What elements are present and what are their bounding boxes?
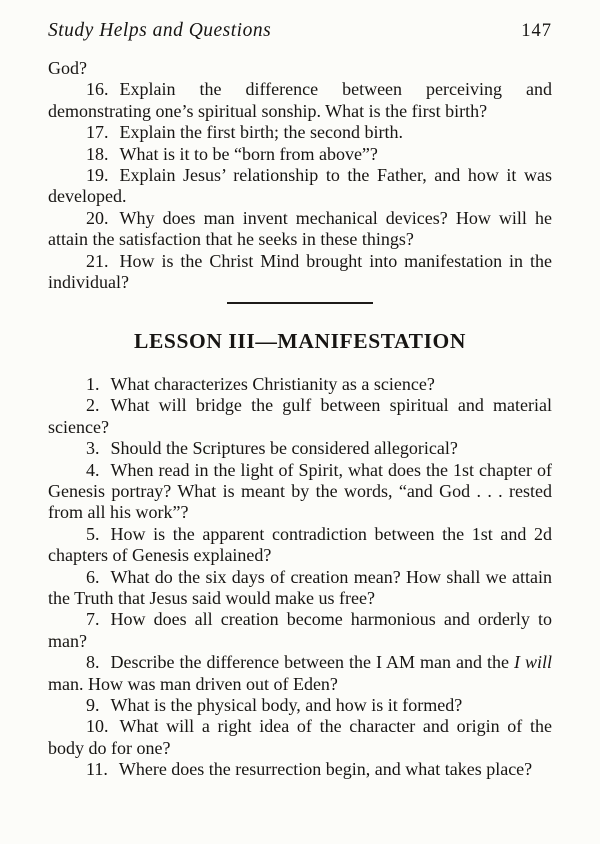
question-number: 19. [86, 165, 109, 186]
question-number: 10. [86, 716, 109, 737]
lesson-heading: LESSON III—MANIFESTATION [134, 329, 466, 354]
question-number: 7. [86, 609, 100, 630]
question-text: What will a right idea of the character and origin of the body do for one? [48, 716, 552, 758]
question-number: 6. [86, 566, 100, 587]
running-head-title: Study Helps and Questions [48, 20, 272, 41]
page-number: 147 [521, 21, 552, 41]
question-number: 18. [86, 143, 109, 164]
section-divider-rule [227, 302, 373, 304]
question-text-before: Describe the difference between the I AM man and the [110, 652, 514, 673]
question-21 [48, 251, 552, 294]
question-text: Explain the difference between perceiving and demonstrating one’s spiritual sonship. What is the first birth? [48, 79, 552, 121]
question-3 [48, 438, 552, 459]
question-text: How does all creation become harmonious and orderly to man? [48, 609, 552, 651]
question-19 [48, 165, 552, 208]
question-1 [48, 374, 552, 395]
question-text: Explain the first birth; the second birth. [119, 122, 403, 143]
question-text: Explain Jesus’ relationship to the Father, and how it was developed. [48, 165, 552, 207]
question-number: 16. [86, 79, 109, 100]
question-16 [48, 79, 552, 122]
question-17 [48, 122, 552, 143]
question-text: Why does man invent mechanical devices? How will he attain the satisfaction that he seeks in these things? [48, 207, 552, 250]
question-number: 17. [86, 122, 109, 143]
question-text: What is the physical body, and how is it formed? [110, 694, 463, 715]
question-number: 5. [86, 523, 100, 544]
question-text-after: man. How was man driven out of Eden? [48, 673, 338, 694]
question-18 [48, 144, 552, 165]
question-number: 1. [86, 373, 100, 394]
question-text: Where does the resurrection begin, and what takes place? [118, 759, 533, 780]
question-text: What characterizes Christianity as a science? [110, 373, 435, 394]
question-text: Should the Scriptures be considered allegorical? [110, 438, 458, 459]
question-9 [48, 695, 552, 716]
question-number: 8. [86, 652, 100, 673]
page-body [48, 58, 552, 781]
question-6 [48, 567, 552, 610]
question-8 [48, 652, 552, 695]
question-text-italic: I will [513, 652, 552, 673]
question-text: What do the six days of creation mean? How shall we attain the Truth that Jesus said would make us free? [48, 566, 552, 608]
question-4 [48, 460, 552, 524]
question-text: What will bridge the gulf between spiritual and material science? [48, 395, 552, 437]
question-text: When read in the light of Spirit, what does the 1st chapter of Genesis portray? What is meant by the words, “and God . . . rested from all his work”? [48, 459, 552, 523]
continuation-text: God? [48, 58, 87, 78]
question-5 [48, 524, 552, 567]
question-text: How is the Christ Mind brought into manifestation in the individual? [48, 250, 552, 293]
question-7 [48, 609, 552, 652]
question-2 [48, 395, 552, 438]
question-number: 21. [86, 250, 109, 271]
question-11 [48, 759, 552, 780]
question-number: 2. [86, 395, 100, 416]
running-head [48, 20, 552, 42]
question-text: How is the apparent contradiction between the 1st and 2d chapters of Genesis explained? [48, 523, 552, 566]
question-number: 3. [86, 438, 100, 459]
question-text [48, 652, 552, 693]
question-10 [48, 716, 552, 759]
question-20 [48, 208, 552, 251]
question-number: 4. [86, 459, 100, 480]
question-number: 11. [86, 759, 108, 780]
question-number: 9. [86, 694, 100, 715]
question-number: 20. [86, 207, 109, 228]
question-text: What is it to be “born from above”? [119, 143, 378, 164]
